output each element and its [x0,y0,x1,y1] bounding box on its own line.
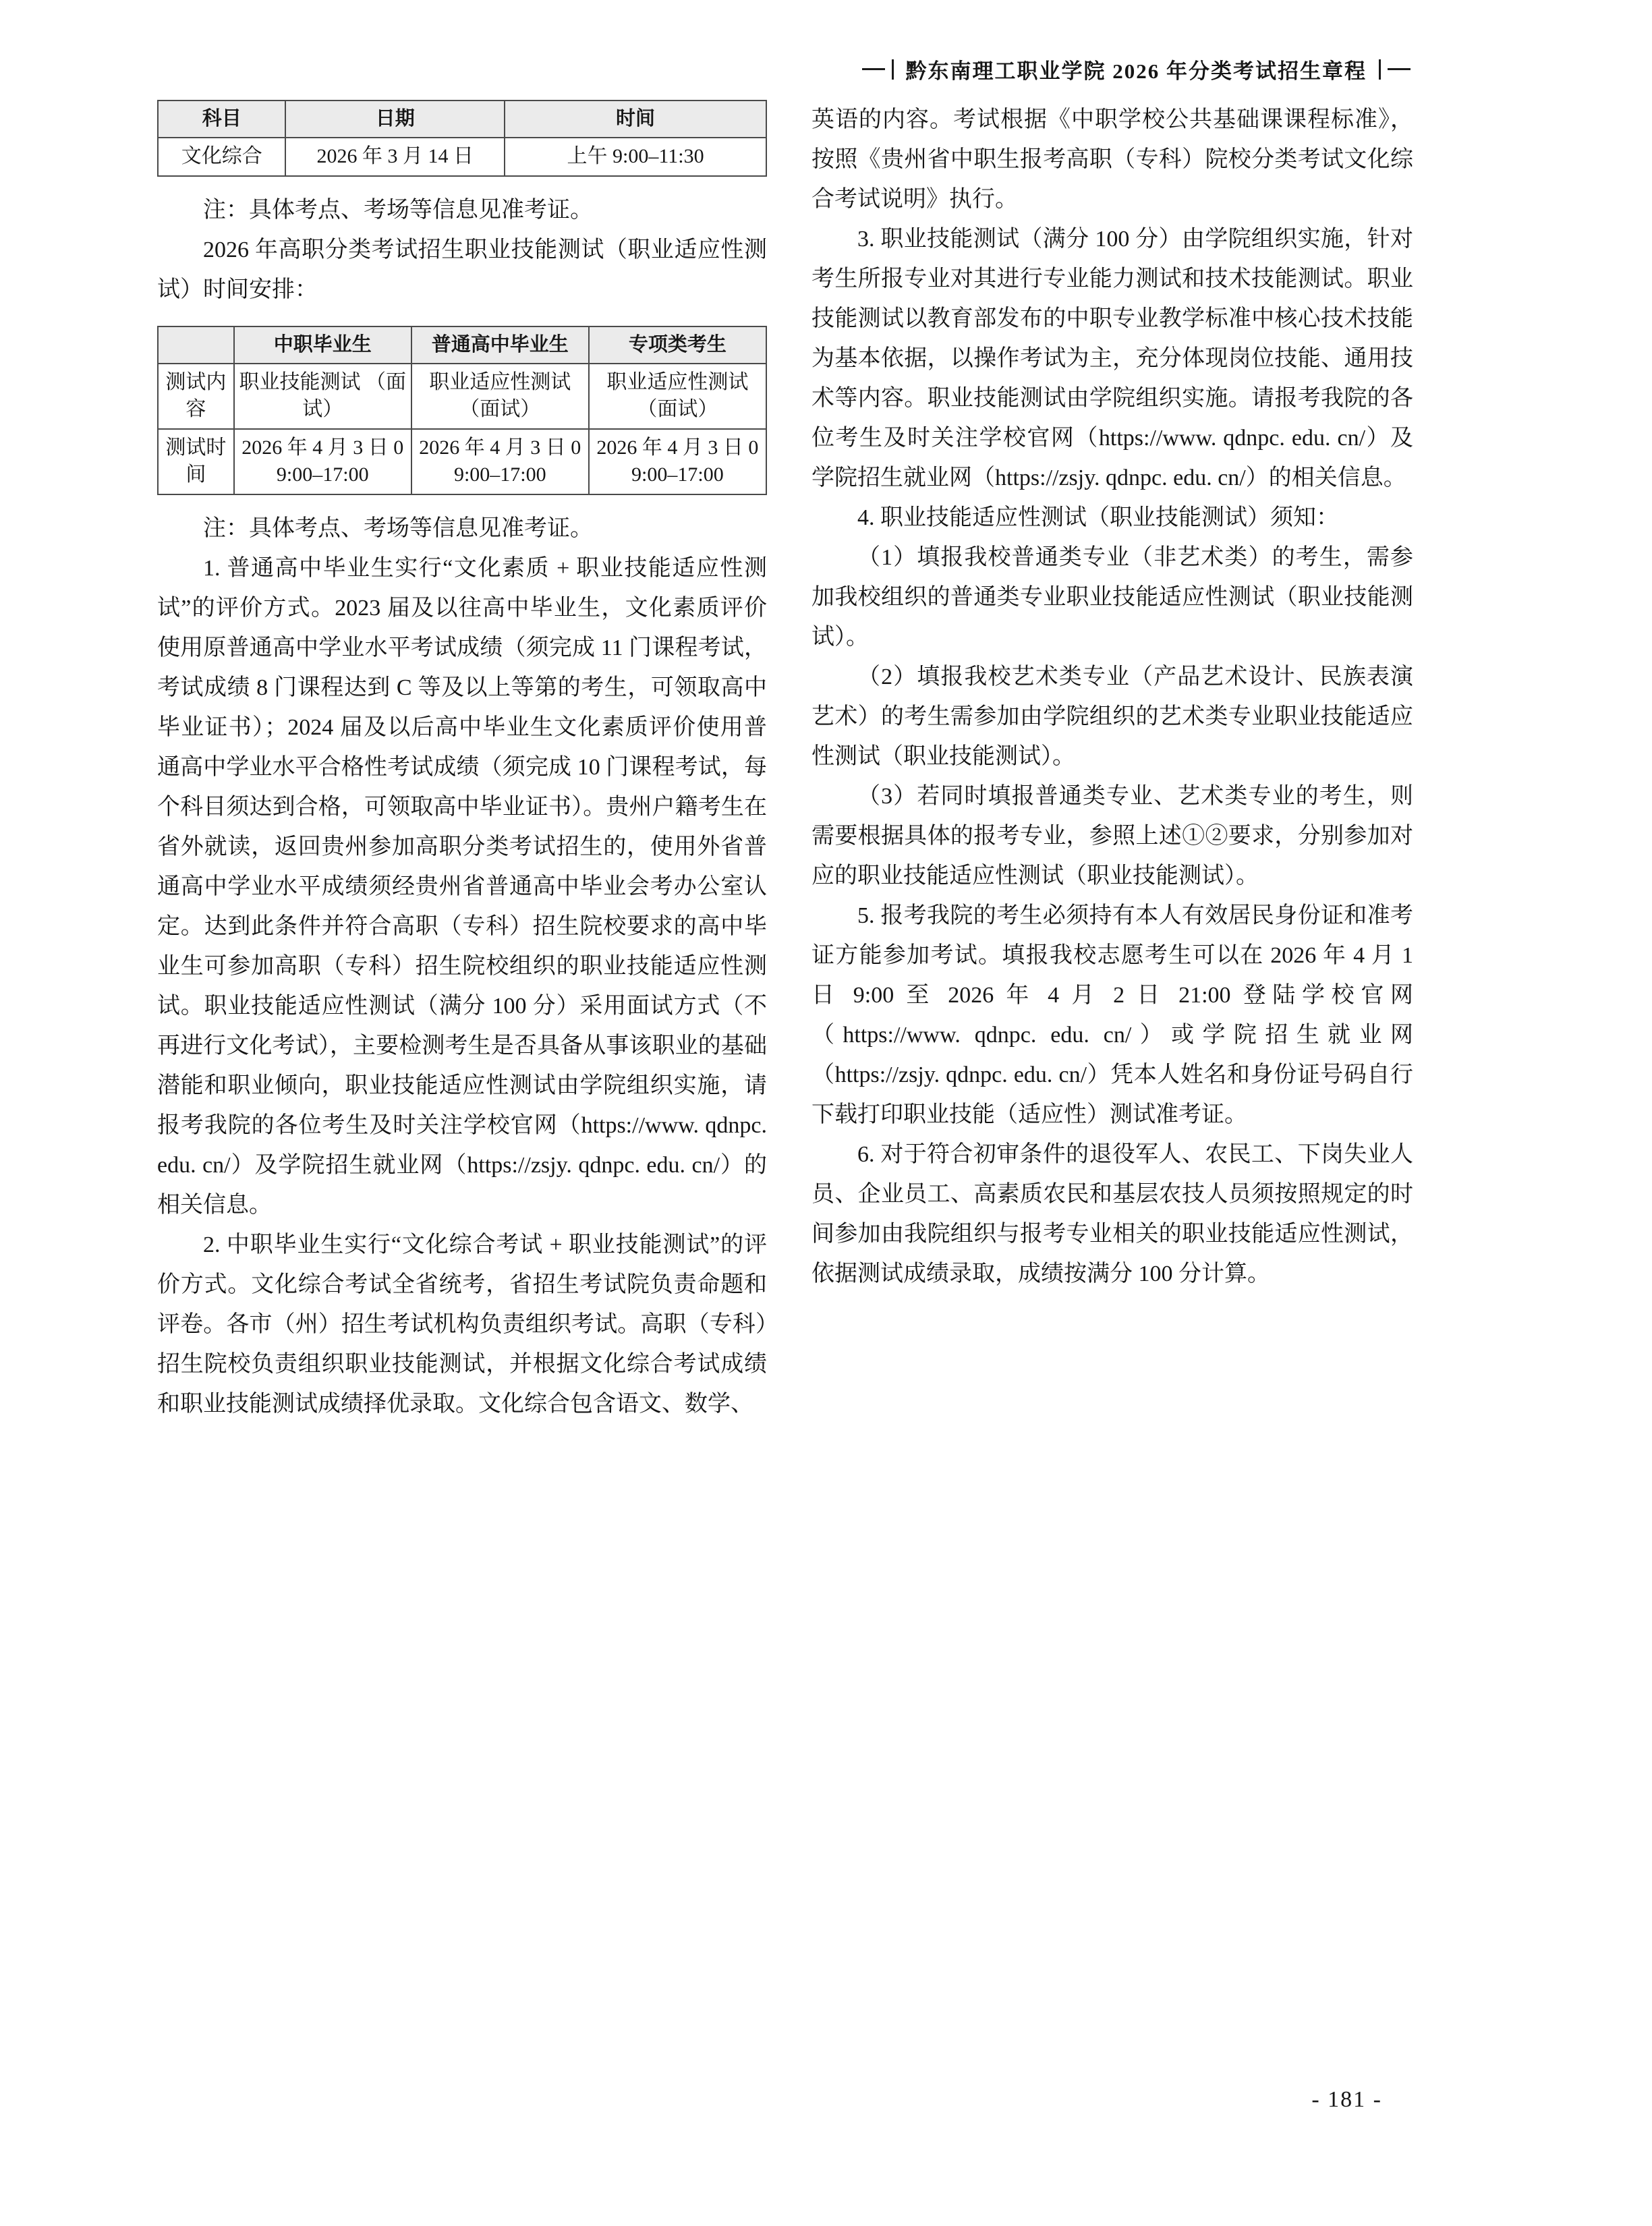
header-rule-left-icon [862,68,885,70]
para-4-notice: 4. 职业技能适应性测试（职业技能测试）须知： [857,505,1339,530]
row-label-test-content: 测试内容 [158,364,234,429]
cell-test-content-3: 职业适应性测试 （面试） [589,364,766,429]
page-number: - 181 - [1311,2087,1382,2112]
cell-test-time-3: 2026 年 4 月 3 日 09:00–17:00 [589,429,766,494]
table-header-row [158,326,766,364]
cell-test-time-2: 2026 年 4 月 3 日 09:00–17:00 [411,429,589,494]
table1-cell-subject: 文化综合 [158,138,285,176]
para-2-vocational-graduates: 2. 中职毕业生实行“文化综合考试 + 职业技能测试”的评价方式。文化综合考试全省统考，省招生考试院负责命题和评卷。各市（州）招生考试机构负责组织考试。高职（专科）招生院校负责组织职业技能测试，并根据文化综合考试成绩和职业技能测试成绩择优录取。文化综合包含语文、数学、 [157,1232,767,1417]
para-4-item-2: （2）填报我校艺术类专业（产品艺术设计、民族表演艺术）的考生需参加由学院组织的艺术类专业职业技能适应性测试（职业技能测试）。 [811,664,1413,769]
para-skill-test-schedule-intro: 2026 年高职分类考试招生职业技能测试（职业适应性测试）时间安排： [157,237,767,302]
table1-header-time: 时间 [505,101,766,138]
para-3-skill-test: 3. 职业技能测试（满分 100 分）由学院组织实施，针对考生所报专业对其进行专业能力测试和技术技能测试。职业技能测试以教育部发布的中职专业教学标准中核心技术技能为基本依据，以操作考试为主，充分体现岗位技能、通用技术等内容。职业技能测试由学院组织实施。请报考我院的各位考生及时关注学校官网（https://www. qdnpc. edu. cn/）及学院招生就业网（https://zsjy. qdnpc. edu. cn/）的相关信息。 [811,227,1413,490]
cell-test-content-2: 职业适应性测试 （面试） [411,364,589,429]
table-row [158,364,766,429]
table2-header-special-category: 专项类考生 [589,326,766,364]
table2-header-regular-high-school: 普通高中毕业生 [411,326,589,364]
para-5-id-requirements: 5. 报考我院的考生必须持有本人有效居民身份证和准考证方能参加考试。填报我校志愿考生可以在 2026 年 4 月 1 日 9:00 至 2026 年 4 月 2 日 21:00 登陆学校官网（https://www. qdnpc. edu. cn/）或学院招生就业网（https://zsjy. qdnpc. edu. cn/）凭本人姓名和身份证号码自行下载打印职业技能（适应性）测试准考证。 [811,903,1413,1127]
running-header [862,54,1411,84]
para-4-item-3: （3）若同时填报普通类专业、艺术类专业的考生，则需要根据具体的报考专业，参照上述①②要求，分别参加对应的职业技能适应性测试（职业技能测试）。 [811,784,1413,888]
running-header-title: 黔东南理工职业学院 2026 年分类考试招生章程 [905,59,1367,83]
para-continuation-english: 英语的内容。考试根据《中职学校公共基础课课程标准》，按照《贵州省中职生报考高职（专科）院校分类考试文化综合考试说明》执行。 [811,107,1413,212]
skill-test-schedule-table [157,326,767,495]
culture-exam-schedule-table [157,100,767,177]
cell-test-time-1: 2026 年 4 月 3 日 09:00–17:00 [234,429,411,494]
header-rule-right-icon [1388,68,1411,70]
note-exam-ticket-2: 注：具体考点、考场等信息见准考证。 [203,515,593,541]
row-label-test-time: 测试时间 [158,429,234,494]
table1-cell-date: 2026 年 3 月 14 日 [285,138,505,176]
table-row [158,138,766,176]
table1-header-date: 日期 [285,101,505,138]
note-exam-ticket-1: 注：具体考点、考场等信息见准考证。 [203,197,593,223]
two-column-body [157,100,1413,1424]
header-bar-right-icon [1379,59,1381,80]
header-bar-left-icon [892,59,894,80]
table2-header-empty [158,326,234,364]
table1-cell-time: 上午 9:00–11:30 [505,138,766,176]
cell-test-content-1: 职业技能测试 （面试） [234,364,411,429]
para-4-item-1: （1）填报我校普通类专业（非艺术类）的考生，需参加我校组织的普通类专业职业技能适应性测试（职业技能测试）。 [811,545,1413,650]
para-6-special-groups: 6. 对于符合初审条件的退役军人、农民工、下岗失业人员、企业员工、高素质农民和基层农技人员须按照规定的时间参加由我院组织与报考专业相关的职业技能适应性测试，依据测试成绩录取，成绩按满分 100 分计算。 [811,1142,1413,1286]
table-header-row [158,101,766,138]
table2-header-secondary-vocational: 中职毕业生 [234,326,411,364]
table1-header-subject: 科目 [158,101,285,138]
right-column [811,100,1413,1424]
table-row [158,429,766,494]
left-column [157,100,767,1424]
para-1-high-school-graduates: 1. 普通高中毕业生实行“文化素质 + 职业技能适应性测试”的评价方式。2023 届及以往高中毕业生，文化素质评价使用原普通高中学业水平考试成绩（须完成 11 门课程考试，考试成绩 8 门课程达到 C 等及以上等第的考生，可领取高中毕业证书）；2024 届及以后高中毕业生文化素质评价使用普通高中学业水平合格性考试成绩（须完成 10 门课程考试，每个科目须达到合格，可领取高中毕业证书）。贵州户籍考生在省外就读，返回贵州参加高职分类考试招生的，使用外省普通高中学业水平成绩须经贵州省普通高中毕业会考办公室认定。达到此条件并符合高职（专科）招生院校要求的高中毕业生可参加高职（专科）招生院校组织的职业技能适应性测试。职业技能适应性测试（满分 100 分）采用面试方式（不再进行文化考试），主要检测考生是否具备从事该职业的基础潜能和职业倾向，职业技能适应性测试由学院组织实施，请报考我院的各位考生及时关注学校官网（https://www. qdnpc. edu. cn/）及学院招生就业网（https://zsjy. qdnpc. edu. cn/）的相关信息。 [157,555,767,1218]
